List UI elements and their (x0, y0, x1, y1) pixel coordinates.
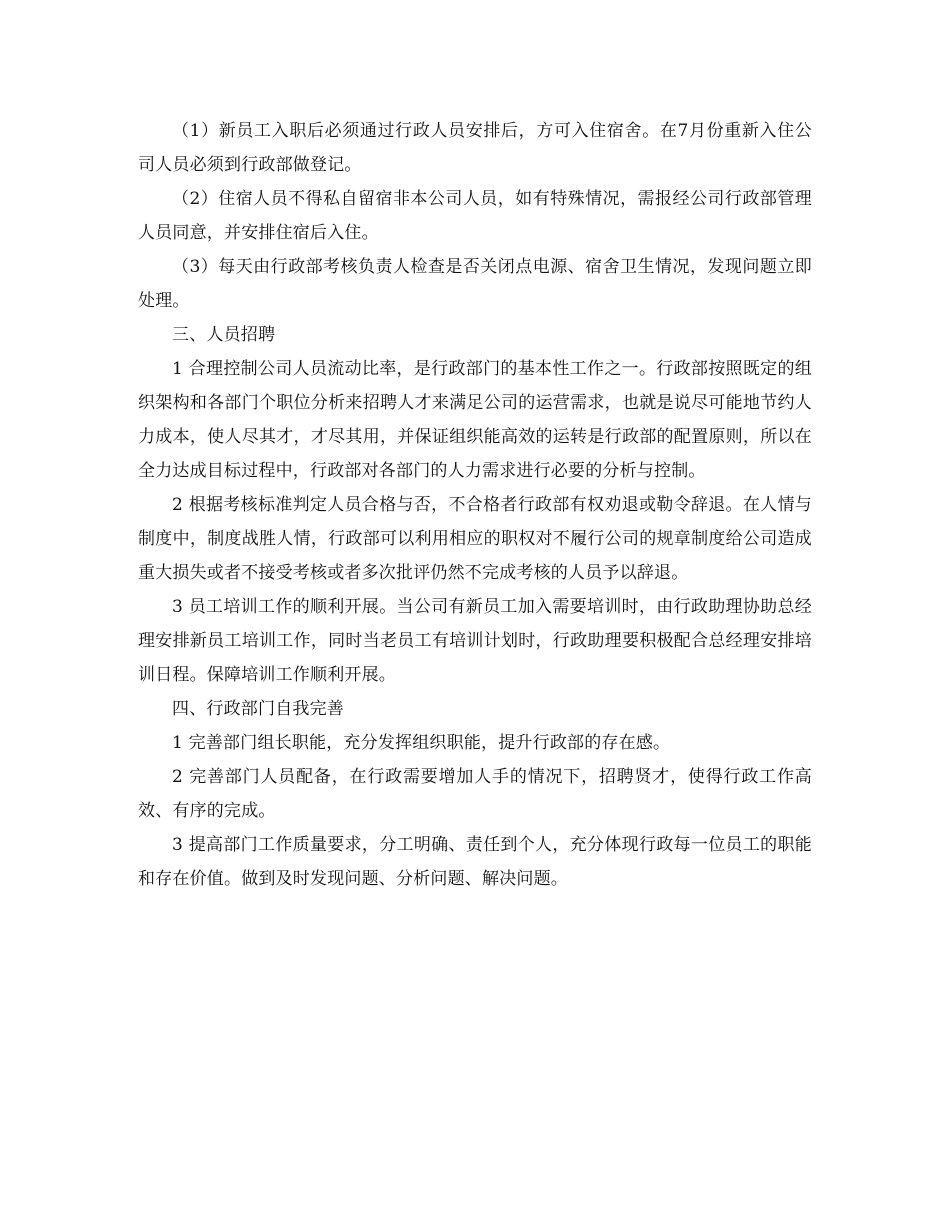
section-heading-self-improvement: 四、行政部门自我完善 (172, 699, 344, 719)
self-improvement-item-2: 2 完善部门人员配备，在行政需要增加人手的情况下，招聘贤才，使得行政工作高效、有序的完成。 (138, 767, 812, 821)
document-page (138, 114, 812, 896)
section-heading-recruitment: 三、人员招聘 (172, 325, 276, 345)
dormitory-rule-1: （1）新员工入职后必须通过行政人员安排后，方可入住宿舍。在7月份重新入住公司人员必须到行政部做登记。 (138, 121, 812, 175)
dormitory-rule-3: （3）每天由行政部考核负责人检查是否关闭点电源、宿舍卫生情况，发现问题立即处理。 (138, 257, 812, 311)
recruitment-item-2: 2 根据考核标准判定人员合格与否，不合格者行政部有权劝退或勒令辞退。在人情与制度中，制度战胜人情，行政部可以利用相应的职权对不履行公司的规章制度给公司造成重大损失或者不接受考核或者多次批评仍然不完成考核的人员予以辞退。 (138, 495, 812, 583)
recruitment-item-3: 3 员工培训工作的顺利开展。当公司有新员工加入需要培训时，由行政助理协助总经理安排新员工培训工作，同时当老员工有培训计划时，行政助理要积极配合总经理安排培训日程。保障培训工作顺利开展。 (138, 597, 812, 685)
recruitment-item-1: 1 合理控制公司人员流动比率，是行政部门的基本性工作之一。行政部按照既定的组织架构和各部门个职位分析来招聘人才来满足公司的运营需求，也就是说尽可能地节约人力成本，使人尽其才，才尽其用，并保证组织能高效的运转是行政部的配置原则，所以在全力达成目标过程中，行政部对各部门的人力需求进行必要的分析与控制。 (138, 359, 812, 481)
dormitory-rule-2: （2）住宿人员不得私自留宿非本公司人员，如有特殊情况，需报经公司行政部管理人员同意，并安排住宿后入住。 (138, 189, 812, 243)
self-improvement-item-1: 1 完善部门组长职能，充分发挥组织职能，提升行政部的存在感。 (172, 733, 671, 753)
self-improvement-item-3: 3 提高部门工作质量要求，分工明确、责任到个人，充分体现行政每一位员工的职能和存在价值。做到及时发现问题、分析问题、解决问题。 (138, 835, 812, 889)
